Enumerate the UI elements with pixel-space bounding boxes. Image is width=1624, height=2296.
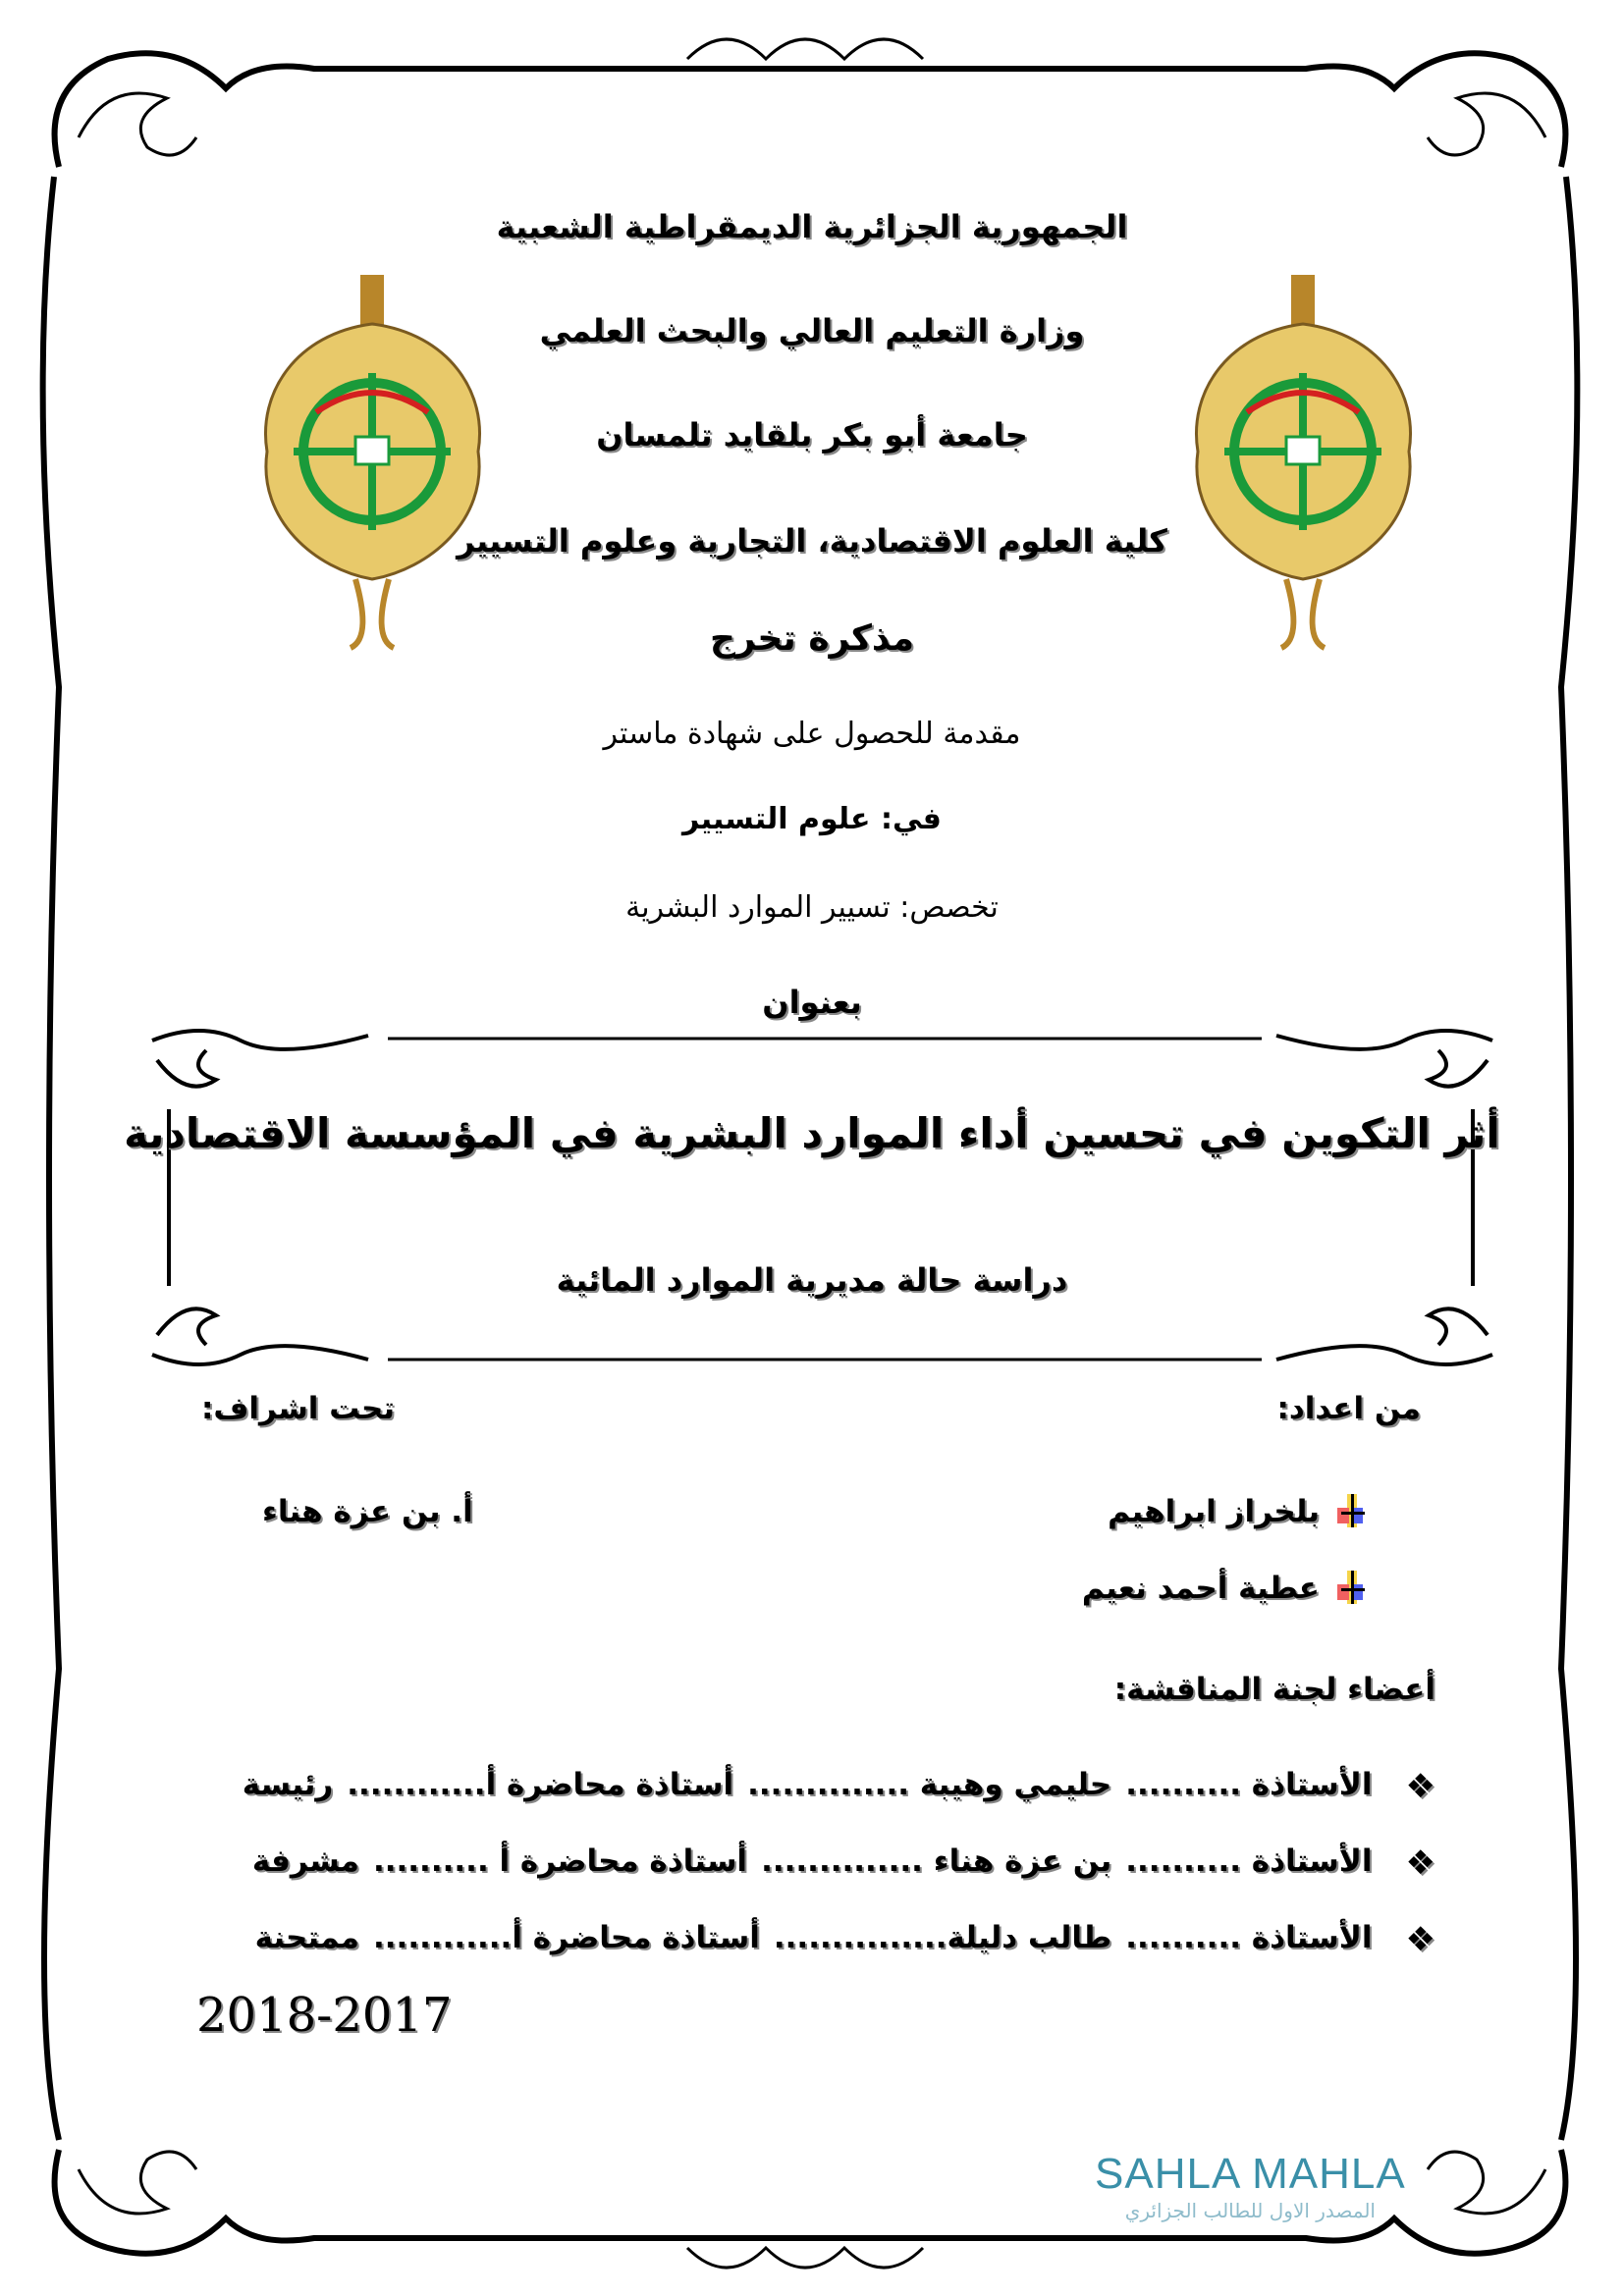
committee-member-row: ❖ الأستاذة .......... بن عزة هناء .............. أستاذة محاضرة أ .......... مشرفة bbox=[159, 1843, 1435, 1920]
committee-member-row: ❖ الأستاذة .......... حليمي وهيبة .............. أستاذة محاضرة أ............ رئيسة bbox=[159, 1767, 1435, 1843]
student-name: بلخراز ابراهيم bbox=[1108, 1494, 1320, 1529]
title-label: بعنوان bbox=[762, 984, 862, 1021]
document-type: مذكرة تخرج bbox=[709, 618, 914, 659]
diamond-bullet-icon: ❖ bbox=[1405, 1767, 1435, 1806]
academic-year: 2018-2017 bbox=[196, 1988, 453, 2043]
diamond-bullet-icon: ❖ bbox=[1405, 1843, 1435, 1883]
supervision-label: تحت اشراف: bbox=[201, 1391, 396, 1426]
republic-heading: الجمهورية الجزائرية الديمقراطية الشعبية bbox=[496, 208, 1128, 245]
ministry-heading: وزارة التعليم العالي والبحث العلمي bbox=[539, 312, 1085, 349]
faculty-heading: كلية العلوم الاقتصادية، التجارية وعلوم التسيير bbox=[457, 522, 1167, 560]
thesis-subtitle: دراسة حالة مديرية الموارد المائية bbox=[556, 1261, 1068, 1299]
committee-label: أعضاء لجنة المناقشة: bbox=[1113, 1672, 1435, 1707]
supervisor-name: أ. بن عزة هناء bbox=[262, 1494, 473, 1529]
diamond-bullet-icon: ❖ bbox=[1405, 1920, 1435, 1959]
committee-list bbox=[159, 1767, 1435, 1997]
specialty-text: تخصص: تسيير الموارد البشرية bbox=[625, 890, 999, 925]
university-heading: جامعة أبو بكر بلقايد تلمسان bbox=[596, 416, 1028, 454]
committee-member-row: ❖ الأستاذة .......... طالب دليلة............... أستاذة محاضرة أ............ ممتحنة bbox=[159, 1920, 1435, 1997]
bullet-plus-icon bbox=[1337, 1571, 1367, 1604]
field-text: في: علوم التسيير bbox=[682, 802, 942, 836]
thesis-title: أثر التكوين في تحسين أداء الموارد البشرية في المؤسسة الاقتصادية bbox=[124, 1109, 1500, 1157]
student-name: عطية أحمد نعيم bbox=[1081, 1571, 1320, 1606]
degree-text: مقدمة للحصول على شهادة ماستر bbox=[603, 717, 1021, 751]
prepared-by-label: من اعداد: bbox=[1276, 1391, 1421, 1426]
bullet-plus-icon bbox=[1337, 1494, 1367, 1527]
watermark-logo: SAHLA MAHLA المصدر الاول للطالب الجزائري bbox=[1095, 2150, 1406, 2222]
